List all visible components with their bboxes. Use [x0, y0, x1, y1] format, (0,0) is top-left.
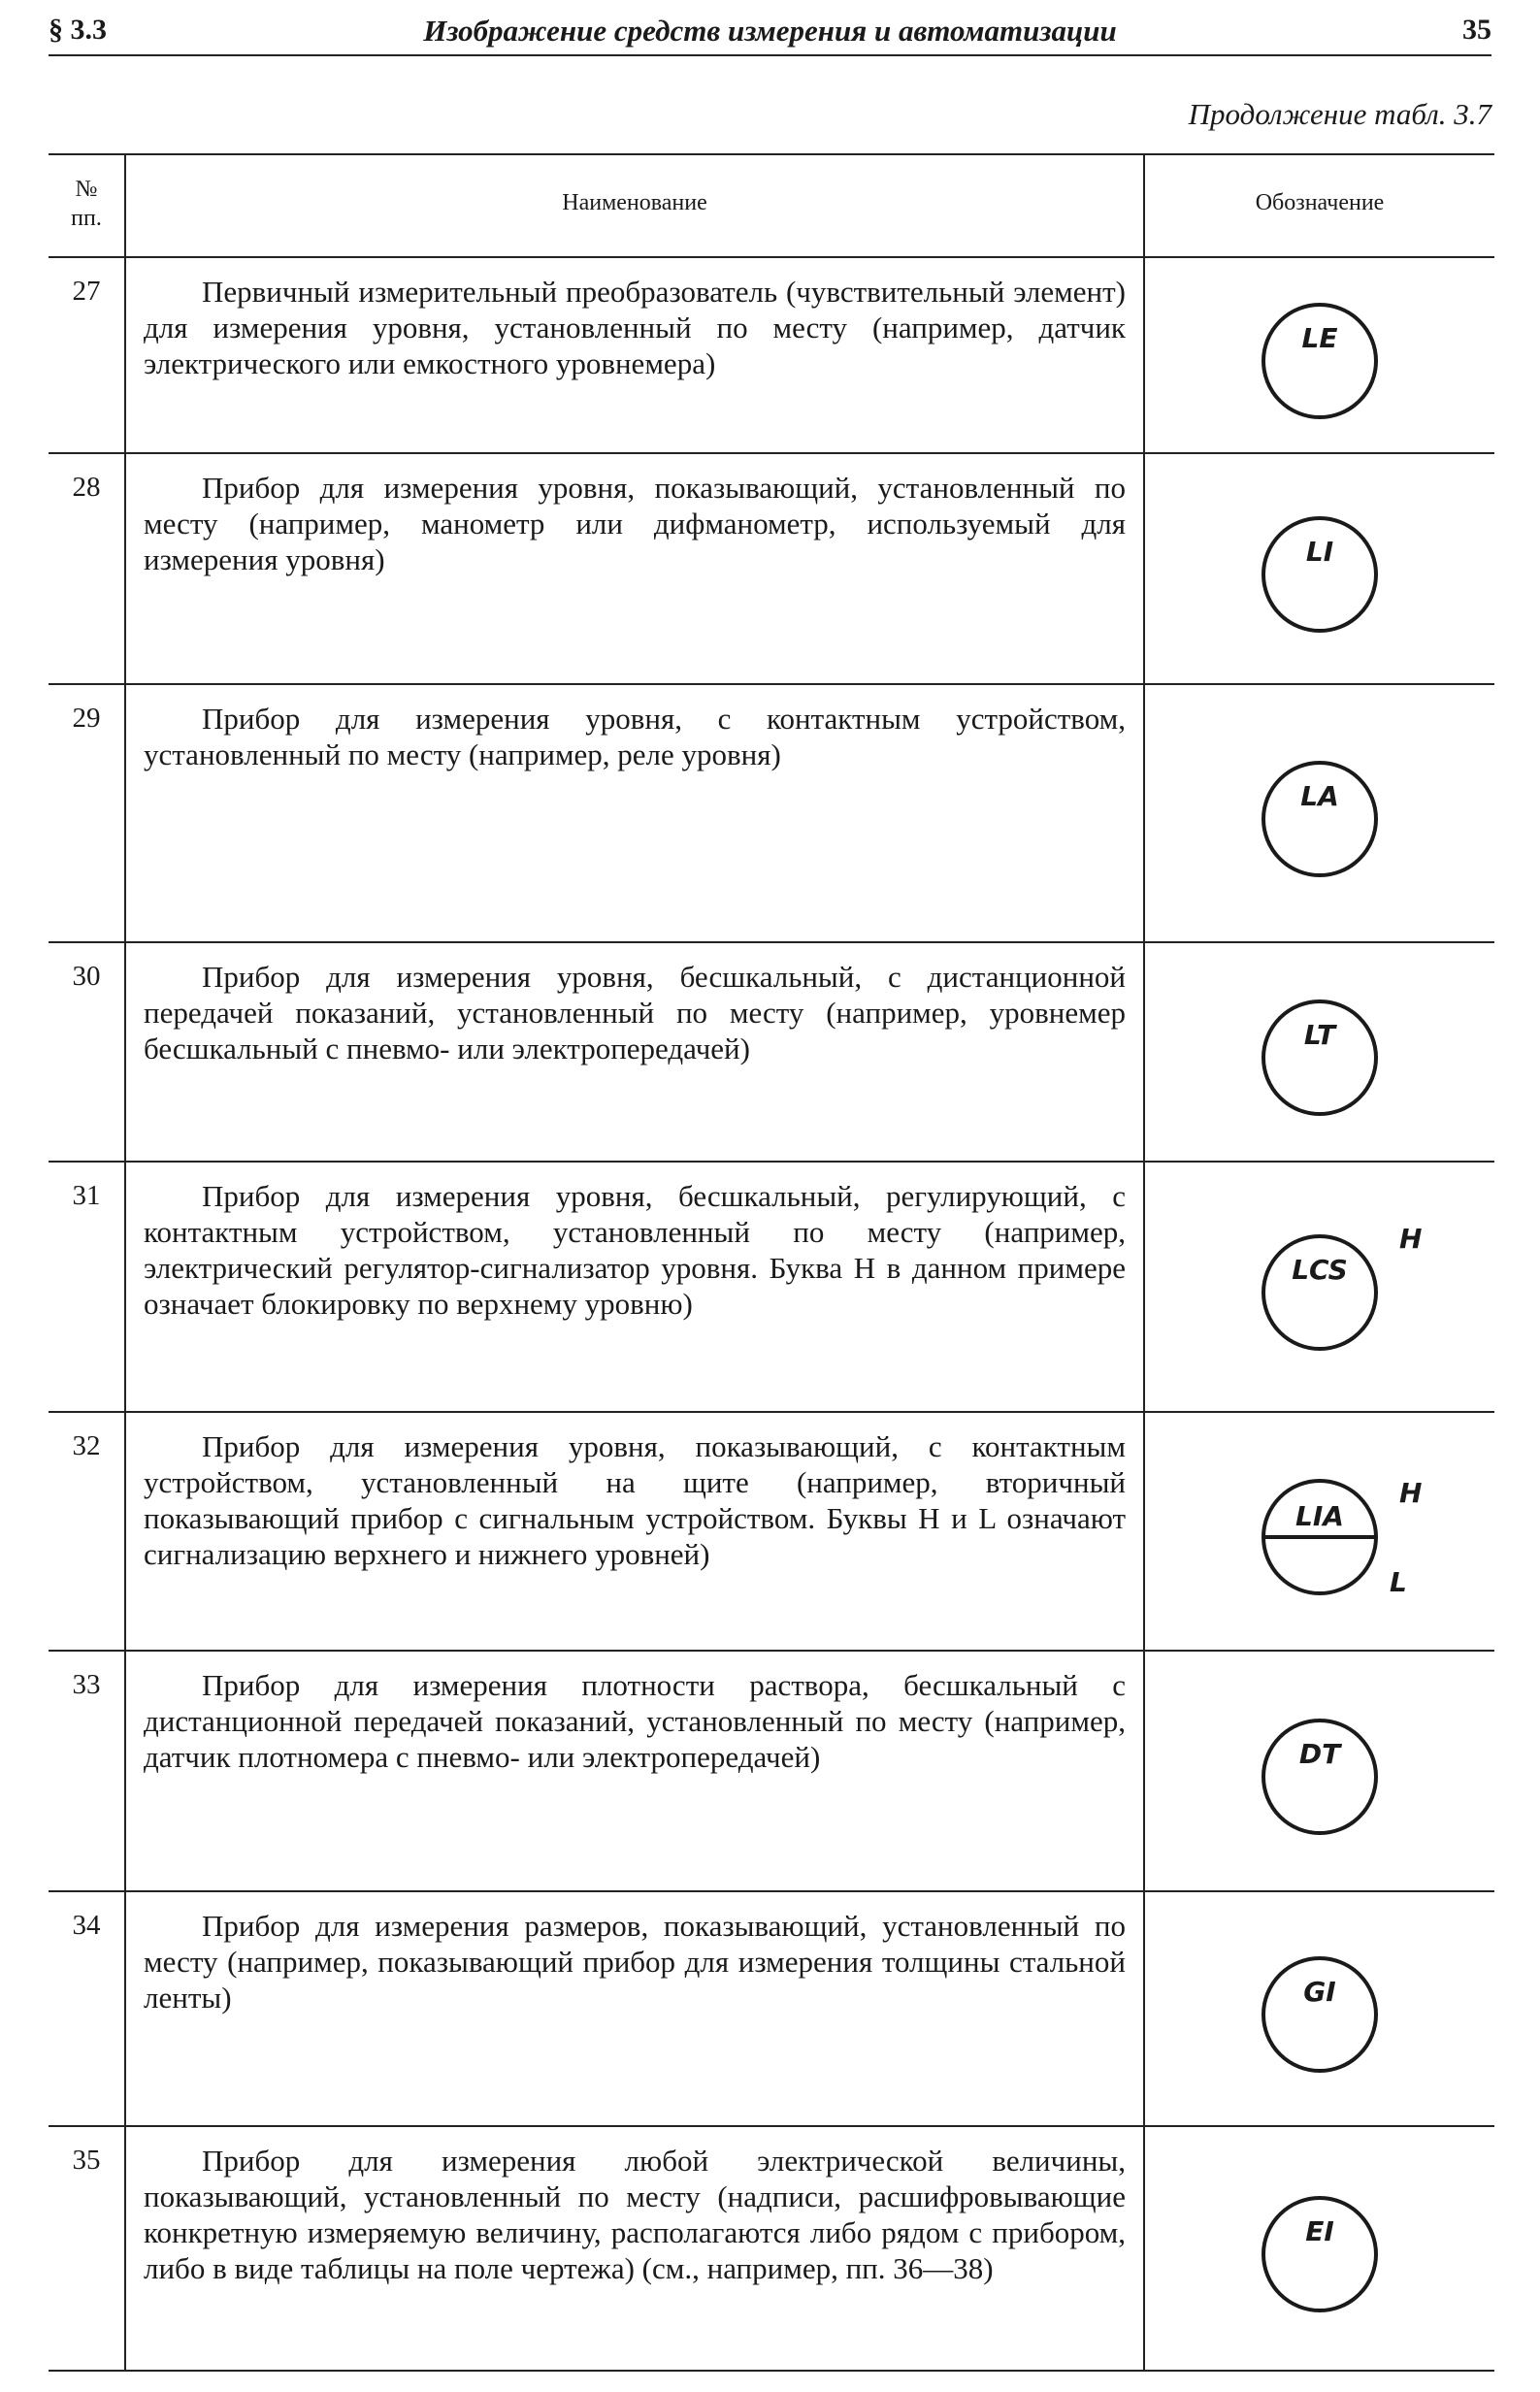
- row-symbol-cell: [1145, 454, 1494, 683]
- table-row: [49, 685, 1494, 943]
- column-divider: [124, 258, 126, 452]
- column-divider: [124, 1163, 126, 1411]
- row-number: 32: [72, 1430, 101, 1461]
- row-description: Прибор для измерения плотности раствора, бесшкальный с дистанционной передачей показаний, установленный по месту (например, датчик плотномера с пневмо- или электропередачей): [144, 1668, 1126, 1774]
- section-number: § 3.3: [49, 14, 107, 46]
- row-number: 30: [72, 961, 101, 992]
- row-number: 29: [72, 703, 101, 734]
- instrument-symbol: [1145, 2127, 1494, 2370]
- column-divider: [124, 1413, 126, 1650]
- row-description: Прибор для измерения размеров, показывающий, установленный по месту (например, показывающий прибор для измерения толщины стальной ленты): [144, 1909, 1126, 2015]
- row-number: 31: [72, 1180, 101, 1211]
- row-number: 28: [72, 472, 101, 503]
- page-number: 35: [1462, 14, 1491, 46]
- row-symbol-cell: [1145, 1892, 1494, 2125]
- row-symbol-cell: [1145, 1413, 1494, 1650]
- symbol-code: LIA: [1295, 1500, 1344, 1532]
- instrument-symbol: [1145, 1652, 1494, 1890]
- symbol-code: EI: [1305, 2215, 1334, 2247]
- row-symbol-cell: [1145, 943, 1494, 1161]
- instrument-symbol: [1145, 454, 1494, 683]
- row-symbol-cell: [1145, 258, 1494, 452]
- column-divider: [124, 454, 126, 683]
- column-header-number: № пп.: [71, 177, 102, 231]
- row-symbol-cell: [1145, 2127, 1494, 2370]
- instrument-symbol: [1145, 1413, 1494, 1650]
- table-row: [49, 1413, 1494, 1652]
- row-description: Прибор для измерения уровня, бесшкальный, регулирующий, с контактным устройством, установленный по месту (например, электрический регулятор-сигнализатор уровня. Буква H в данном примере означает блокировку по верхнему уровню): [144, 1179, 1126, 1321]
- table-row: [49, 258, 1494, 454]
- row-description: Прибор для измерения любой электрической величины, показывающий, установленный по месту (надписи, расшифровывающие конкретную измеряемую величину, располагаются либо рядом с прибором, либо в виде таблицы на поле чертежа) (см., например, пп. 36—38): [144, 2144, 1126, 2285]
- table-row: [49, 1892, 1494, 2127]
- table-row: [49, 1163, 1494, 1413]
- symbol-code: LI: [1305, 536, 1334, 568]
- row-description: Прибор для измерения уровня, с контактным устройством, установленный по месту (например, реле уровня): [144, 702, 1126, 771]
- row-description: Первичный измерительный преобразователь (чувствительный элемент) для измерения уровня, установленный по месту (например, датчик электрического или емкостного уровнемера): [144, 275, 1126, 380]
- table-row: [49, 943, 1494, 1163]
- table-continuation-caption: Продолжение табл. 3.7: [1188, 97, 1491, 131]
- table-row: [49, 454, 1494, 685]
- instrument-symbol: [1145, 258, 1494, 452]
- symbol-code: GI: [1303, 1976, 1336, 2008]
- column-header-symbol: Обозначение: [1255, 190, 1385, 215]
- row-description: Прибор для измерения уровня, показывающий, установленный по месту (например, манометр или дифманометр, используемый для измерения уровня): [144, 471, 1126, 576]
- column-divider: [124, 685, 126, 941]
- instrument-symbol: [1145, 943, 1494, 1161]
- symbol-side-label-bottom: L: [1390, 1566, 1407, 1598]
- instrument-symbols-table: [49, 153, 1494, 2372]
- row-symbol-cell: [1145, 1652, 1494, 1890]
- symbol-side-label-top: H: [1399, 1477, 1423, 1509]
- row-number: 35: [72, 2145, 101, 2176]
- column-header-name: Наименование: [562, 190, 707, 215]
- running-title: Изображение средств измерения и автоматизации: [423, 14, 1117, 48]
- table-header: [49, 155, 1494, 258]
- symbol-code: LT: [1303, 1019, 1336, 1051]
- row-number: 34: [72, 1910, 101, 1941]
- symbol-code: LA: [1300, 780, 1339, 812]
- symbol-code: DT: [1298, 1738, 1341, 1770]
- table-row: [49, 2127, 1494, 2372]
- column-divider: [124, 1892, 126, 2125]
- column-divider: [124, 1652, 126, 1890]
- instrument-symbol: [1145, 1892, 1494, 2125]
- row-symbol-cell: [1145, 1163, 1494, 1411]
- row-number: 33: [72, 1669, 101, 1700]
- row-number: 27: [72, 276, 101, 307]
- row-symbol-cell: [1145, 685, 1494, 941]
- column-divider: [124, 2127, 126, 2370]
- symbol-side-label-top: H: [1399, 1223, 1423, 1255]
- instrument-symbol: [1145, 1163, 1494, 1411]
- instrument-symbol: [1145, 685, 1494, 941]
- symbol-code: LCS: [1292, 1254, 1348, 1286]
- page-header: [49, 10, 1491, 56]
- symbol-code: LE: [1301, 322, 1338, 354]
- table-row: [49, 1652, 1494, 1892]
- row-description: Прибор для измерения уровня, показывающий, с контактным устройством, установленный на щите (например, вторичный показывающий прибор с сигнальным устройством. Буквы H и L означают сигнализацию верхнего и нижнего уровней): [144, 1429, 1126, 1571]
- column-divider: [124, 943, 126, 1161]
- table-body: [49, 258, 1494, 2372]
- row-description: Прибор для измерения уровня, бесшкальный, с дистанционной передачей показаний, установленный по месту (например, уровнемер бесшкальный с пневмо- или электропередачей): [144, 960, 1126, 1065]
